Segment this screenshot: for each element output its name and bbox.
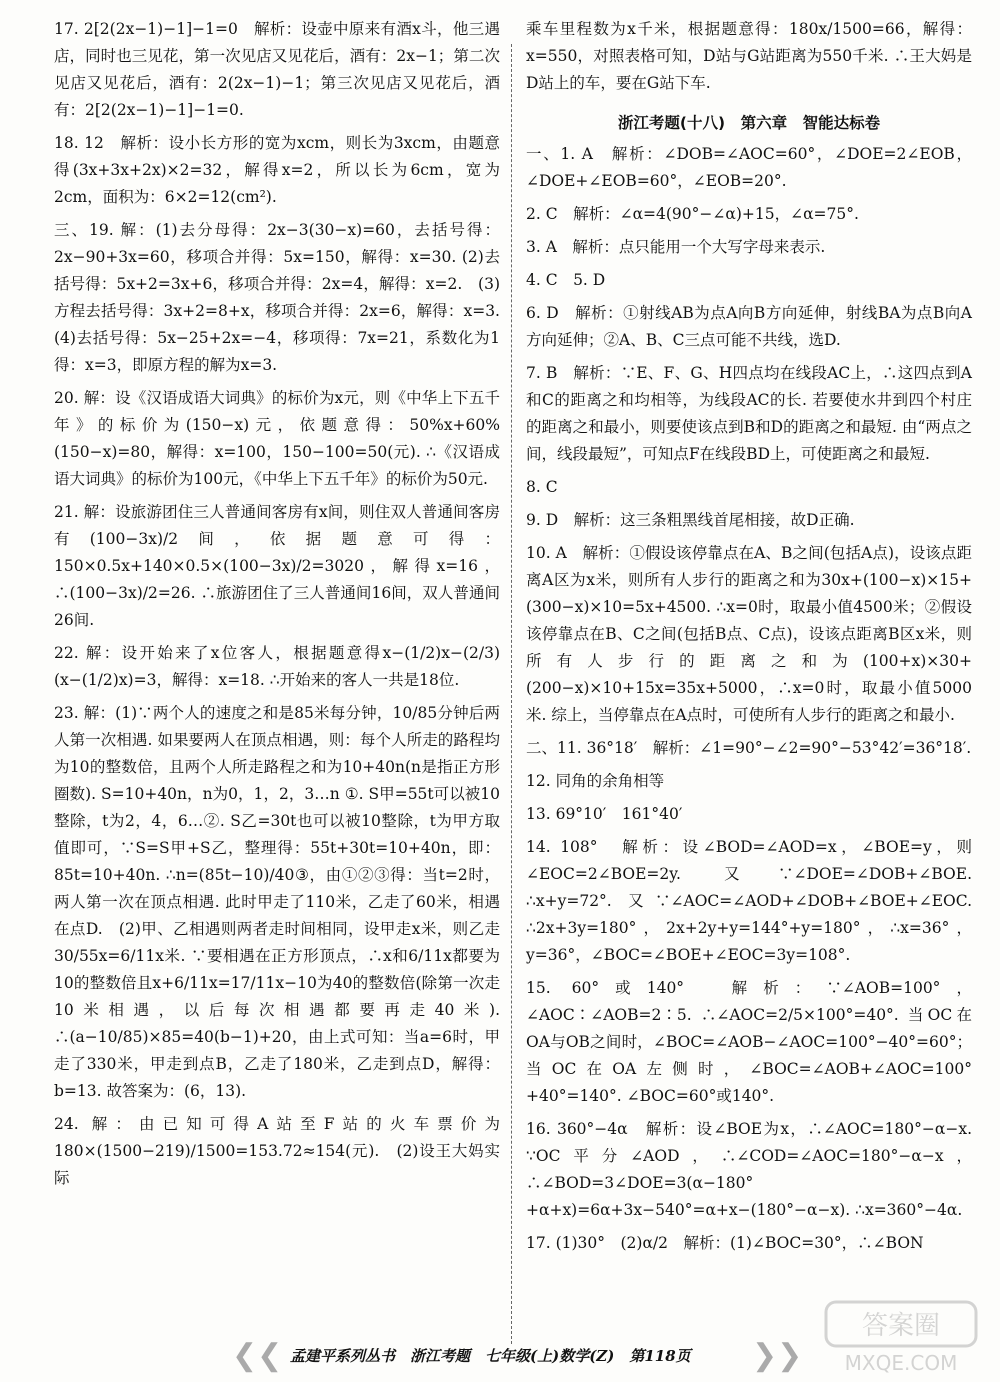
paragraph: 3. A 解析：点只能用一个大写字母来表示. xyxy=(526,238,826,256)
chevron-right-icon: ❯❯ xyxy=(752,1338,803,1373)
paragraph: 8. C xyxy=(526,478,558,496)
paragraph: 4. C 5. D xyxy=(526,271,606,289)
section-title: 浙江考题(十八) 第六章 智能达标卷 xyxy=(617,114,881,132)
paragraph: 10. A 解析：①假设该停靠点在A、B之间(包括A点)，设该点距离A区为x米，则所有人步行的距离之和为30x+(100−x)×15+(300−x)×10=5x+4500. ∴x=0时，取最小值4500米；②假设该停靠点在B、C之间(包括B点、C点)，设该点距离B区x米，则所有人步行的距离之和为(100+x)×30+(200−x)×10+15x=35x+5000，∴x=0时，取最小值5000米. 综上，当停靠点在A点时，可使所有人步行的距离之和最小. xyxy=(526,544,972,724)
paragraph: 9. D 解析：这三条粗黑线首尾相接，故D正确. xyxy=(526,511,855,529)
paragraph: 22. 解：设开始来了x位客人，根据题意得x−(1/2)x−(2/3)(x−(1/2)x)=3，解得：x=18. ∴开始来的客人一共是18位. xyxy=(54,644,500,689)
paragraph: 20. 解：设《汉语成语大词典》的标价为x元，则《中华上下五千年》的标价为(150−x)元，依题意得：50%x+60%(150−x)=80，解得：x=100，150−100=50(元). ∴《汉语成语大词典》的标价为100元，《中华上下五千年》的标价为50元. xyxy=(54,389,500,488)
paragraph: 6. D 解析：①射线AB为点A向B方向延伸，射线BA为点B向A方向延伸；②A、B、C三点可能不共线，选D. xyxy=(526,304,972,349)
left-column xyxy=(54,16,516,1198)
right-column xyxy=(526,16,972,1263)
watermark-logo xyxy=(820,1298,990,1378)
paragraph: 18. 12 解析：设小长方形的宽为xcm，则长为3xcm，由题意得(3x+3x+2x)×2=32，解得x=2，所以长为6cm，宽为2cm，面积为：6×2=12(cm²). xyxy=(54,134,500,206)
svg-text:MXQE.COM: MXQE.COM xyxy=(844,1351,958,1375)
paragraph: 17. 2[2(2x−1)−1]−1=0 解析：设壶中原来有酒x斗，他三遇店，同时也三见花，第一次见店又见花后，酒有：2x−1；第二次见店又见花后，酒有：2(2x−1)−1；第三次见店又见花后，酒有：2[2(2x−1)−1]−1=0. xyxy=(54,20,500,119)
svg-text:答案圈: 答案圈 xyxy=(861,1311,941,1341)
paragraph: 2. C 解析：∠α=4(90°−∠α)+15，∠α=75°. xyxy=(526,205,859,223)
paragraph: 23. 解：(1)∵两个人的速度之和是85米每分钟，10/85分钟后两人第一次相遇. 如果要两人在顶点相遇，则：每个人所走的路程均为10的整数倍，且两个人所走路程之和为10+40n(n是指正方形圈数). S=10+40n，n为0，1，2，3…n ①. S甲=55t可以被10整除，t为2，4，6…②. S乙=30t也可以被10整除，t为甲方取值即可，∵S=S甲+S乙，整理得：55t+30t=10+40n，即：85t=10+40n. ∴n=(85t−10)/40③，由①②③得：当t=2时，两人第一次在顶点相遇. 此时甲走了110米，乙走了60米，相遇在点D. (2)甲、乙相遇则两者走时间相同，设甲走x米，则乙走30/55x=6/11x米. ∵要相遇在正方形顶点，∴x和6/11x都要为10的整数倍且x+6/11x=17/11x−10为40的整数倍(除第一次走10米相遇，以后每次相遇都要再走40米). ∴(a−10/85)×85=40(b−1)+20，由上式可知：当a=6时，甲走了330米，甲走到点B，乙走了180米，乙走到点D，解得：b=13. 故答案为：(6，13). xyxy=(54,704,500,1100)
paragraph: 21. 解：设旅游团住三人普通间客房有x间，则住双人普通间客房有(100−3x)/2间，依据题意可得：150×0.5x+140×0.5×(100−3x)/2=3020，解得x=16，∴(100−3x)/2=26. ∴旅游团住了三人普通间16间，双人普通间26间. xyxy=(54,503,500,629)
paragraph: 13. 69°10′ 161°40′ xyxy=(526,805,683,823)
footer-text: 孟建平系列丛书 浙江考题 七年级(上)数学(Z) 第118页 xyxy=(290,1347,691,1365)
column-divider xyxy=(511,44,512,1344)
paragraph: 乘车里程数为x千米，根据题意得：180x/1500=66，解得：x=550，对照表格可知，D站与G站距离为550千米. ∴王大妈是D站上的车，要在G站下车. xyxy=(526,20,972,92)
paragraph: 12. 同角的余角相等 xyxy=(526,772,665,790)
paragraph: 7. B 解析：∵E、F、G、H四点均在线段AC上，∴这四点到A和C的距离之和均相等，为线段AC的长. 若要使水井到四个村庄的距离之和最小，则要使该点到B和D的距离之和最短. 由“两点之间，线段最短”，可知点F在线段BD上，可使距离之和最短. xyxy=(526,364,972,463)
paragraph: 16. 360°−4α 解析：设∠BOE为x，∴∠AOC=180°−α−x. ∵OC平分∠AOD，∴∠COD=∠AOC=180°−α−x，∴∠BOD=3∠DOE=3(α−180°+α+x)=6α+3x−540°=α+x−(180°−α−x). ∴x=360°−4α. xyxy=(526,1120,972,1219)
paragraph: 三、19. 解：(1)去分母得：2x−3(30−x)=60，去括号得：2x−90+3x=60，移项合并得：5x=150，解得：x=30. (2)去括号得：5x+2=3x+6，移项合并得：2x=4，解得：x=2. (3)方程去括号得：3x+2=8+x，移项合并得：2x=6，解得：x=3. (4)去括号得：5x−25+2x=−4，移项得：7x=21，系数化为1得：x=3，即原方程的解为x=3. xyxy=(54,221,516,374)
chevron-left-icon: ❮❮ xyxy=(232,1338,283,1373)
paragraph: 二、11. 36°18′ 解析：∠1=90°−∠2=90°−53°42′=36°18′. xyxy=(526,739,972,757)
paragraph: 14. 108° 解析：设∠BOD=∠AOD=x，∠BOE=y，则∠EOC=2∠BOE=2y. 又∵∠DOE=∠DOB+∠BOE. ∴x+y=72°. 又∵∠AOC=∠AOD+∠DOB+∠BOE+∠EOC. ∴2x+3y=180°，2x+2y+y=144°+y=180°，∴x=36°，y=36°，∠BOC=∠BOE+∠EOC=3y=108°. xyxy=(526,838,972,964)
paragraph: 15. 60°或140° 解析：∵∠AOB=100°，∠AOC∶∠AOB=2∶5. ∴∠AOC=2/5×100°=40°. 当OC在OA与OB之间时，∠BOC=∠AOB−∠AOC=100°−40°=60°；当OC在OA左侧时，∠BOC=∠AOB+∠AOC=100°+40°=140°. ∠BOC=60°或140°. xyxy=(526,979,972,1105)
paragraph: 一、1. A 解析：∠DOB=∠AOC=60°，∠DOE=2∠EOB，∠DOE+∠EOB=60°，∠EOB=20°. xyxy=(526,145,972,190)
paragraph: 24. 解：由已知可得A站至F站的火车票价为180×(1500−219)/1500=153.72≈154(元). (2)设王大妈实际 xyxy=(54,1115,500,1187)
paragraph: 17. (1)30° (2)α/2 解析：(1)∠BOC=30°，∴∠BON xyxy=(526,1234,924,1252)
